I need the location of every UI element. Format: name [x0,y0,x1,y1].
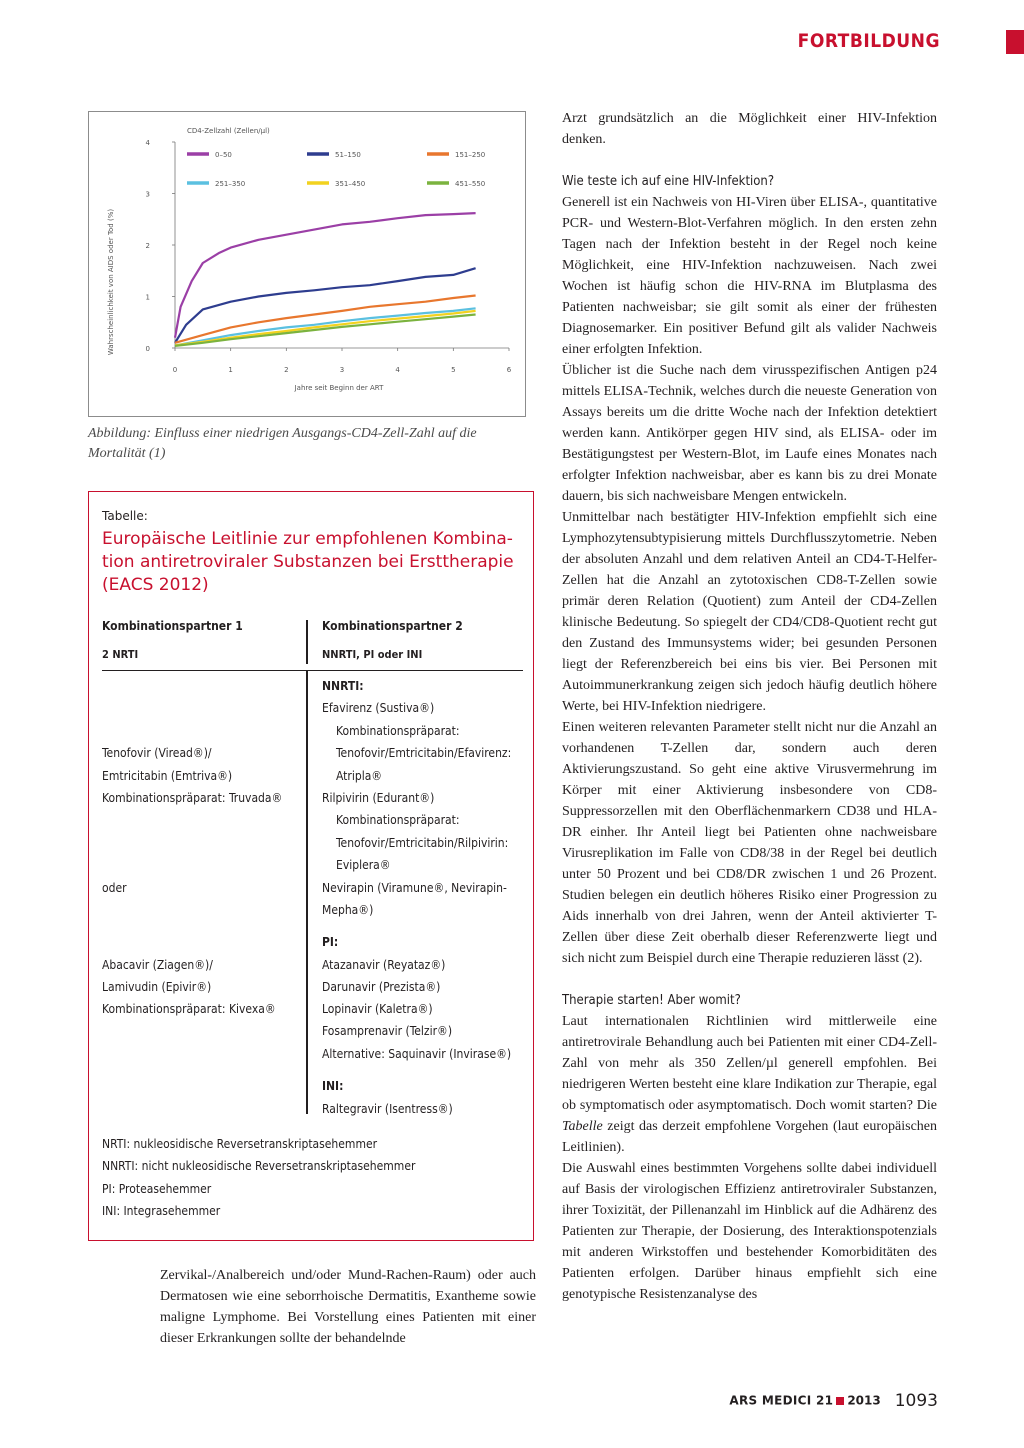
x-tick-label: 5 [451,366,456,374]
legend-label: 351–450 [335,180,366,188]
table-label: Tabelle: [102,509,148,523]
body-paragraph: Einen weiteren relevanten Parameter stellt nicht nur die Anzahl an vorhandenen T-Zellen dar, sondern auch deren Aktivierungszustand. So geht eine aktive Virusvermehrung im Körper mit einer Aktivierung insbesondere von CD8-Suppressorzellen mit den Oberflächenmarkern CD38 und HLA-DR einher. Ihr Anteil liegt bei Patienten ohne nachweisbare Virusreplikation im Falle von CD8/38 in der Regel bei deutlich unter 50 Prozent und bei CD8/DR zwischen 1 und 26 Prozent. Studien belegen ein deutlich höheres Risiko einer Progression zu Aids innerhalb von drei Jahren, wenn der Anteil aktivierter T-Zellen über diese Zeit oberhalb dieser Referenzwerte liegt und sich nicht zum Beispiel durch eine Therapie reduzieren lässt (2). [562,720,937,966]
x-tick-label: 1 [228,366,233,374]
body-paragraph: Generell ist ein Nachweis von HI-Viren über ELISA-, quantitative PCR- und Western-Blot-Verfahren möglich. In den ersten zehn Tagen nach der Infektion besteht in der Regel noch keine Möglichkeit, eine HIV-Infektion nachzuweisen. Nach zwei Wochen ist häufig schon die HIV-RNA im Blutplasma des Patienten nachweisbar; sie gilt somit als einer der frühesten Diagnosemarker. Ein positiver Befund gilt als valider Nachweis einer erfolgten Infektion. [562,195,937,357]
table-title-line: Europäische Leitlinie zur empfohlenen Kombina- [102,529,513,549]
table-title-line: tion antiretroviraler Substanzen bei Ersttherapie [102,552,514,572]
right-cell: Tenofovir/Emtricitabin/Efavirenz: [336,746,512,760]
figure-caption: Abbildung: Einfluss einer niedrigen Ausgangs-CD4-Zell-Zahl auf die Mortalität (1) [88,426,477,461]
page-footer [729,1390,938,1411]
right-cell: Atazanavir (Reyataz®) [322,958,446,972]
left-cell: Kombinationspräparat: Kivexa® [102,1002,276,1016]
right-cell: Eviplera® [336,858,391,872]
x-tick-label: 0 [172,366,178,374]
col2-heading: Kombinationspartner 2 [322,619,463,633]
right-cell: Darunavir (Prezista®) [322,980,441,994]
right-cell: Alternative: Saquinavir (Invirase®) [322,1047,512,1061]
table-note: NRTI: nukleosidische Reversetranskriptasehemmer [102,1137,378,1151]
left-cell: Lamivudin (Epivir®) [102,980,212,994]
y-tick-label: 1 [145,293,150,302]
x-axis-label: Jahre seit Beginn der ART [294,384,384,392]
section-heading: Therapie starten! Aber womit? [562,993,741,1008]
y-tick-label: 0 [145,345,150,353]
left-cell: Abacavir (Ziagen®)/ [102,958,213,972]
y-tick-label: 2 [145,242,150,250]
right-cell: Raltegravir (Isentress®) [322,1102,453,1116]
right-cell: Nevirapin (Viramune®, Nevirapin- [322,881,507,895]
table-note: PI: Proteasehemmer [102,1182,212,1196]
legend-title: CD4-Zellzahl (Zellen/µl) [187,127,270,135]
legend-label: 251–350 [215,180,246,188]
body-paragraph: Arzt grundsätzlich an die Möglichkeit einer HIV-Infektion denken. [562,111,937,147]
line-chart [89,112,525,416]
x-tick-label: 2 [284,366,289,374]
y-tick-label: 3 [145,190,150,199]
right-cell: Lopinavir (Kaletra®) [322,1002,433,1016]
x-tick-label: 3 [339,366,345,374]
right-cell: Tenofovir/Emtricitabin/Rilpivirin: [336,836,509,850]
left-cell: oder [102,881,127,895]
right-cell-heading: INI: [322,1079,344,1093]
table-note: INI: Integrasehemmer [102,1204,221,1218]
legend-label: 151–250 [455,151,486,159]
col1-heading: Kombinationspartner 1 [102,619,243,633]
x-tick-label: 6 [506,366,512,374]
body-paragraph: Die Auswahl eines bestimmten Vorgehens sollte dabei individuell auf Basis der virologischen Effizienz antiretroviraler Substanzen, ihrer Toxizität, der Pillenanzahl im Hinblick auf die Adhärenz des Patienten zur Therapie, der Dosierung, des Interaktionspotenzials mit anderen Wirkstoffen und bestehender Komorbiditäten des Patienten erfolgen. Darüber hinaus empfiehlt sich eine genotypische Resistenzanalyse des [562,1161,937,1302]
text-run: zeigt das derzeit empfohlene Vorgehen (laut europäischen Leitlinien). [562,1119,937,1155]
table-title [102,528,522,597]
right-cell: Efavirenz (Sustiva®) [322,701,435,715]
table-box [88,491,534,1241]
col1-subheading: 2 NRTI [102,648,139,661]
table-title-line: (EACS 2012) [102,575,209,595]
y-tick-label: 4 [145,139,150,147]
left-column-text [160,1265,536,1349]
left-cell: Kombinationspräparat: Truvada® [102,791,283,805]
section-marker [1006,30,1024,54]
footer-square [836,1397,844,1405]
right-column-text [562,108,937,1305]
journal-year: 2013 [847,1393,881,1408]
body-paragraph [562,1011,937,1158]
right-cell: Rilpivirin (Edurant®) [322,791,435,805]
body-paragraph: Üblicher ist die Suche nach dem virusspezifischen Antigen p24 mittels ELISA-Technik, welches durch die neueste Generation von Assays bereits um die dritte Woche nach der Infektion detektiert werden kann. Antikörper gegen HIV sind, als ELISA- oder im Bestätigungstest per Western-Blot, im Laufe eines Monates nach erfolgter Infektion nachweisbar, aber es kann bis zu drei Monate dauern, bis sich nachweisbare Mengen entwickeln. [562,363,937,504]
right-cell: Kombinationspräparat: [336,724,460,738]
right-cell-heading: PI: [322,935,339,949]
left-cell: Emtricitabin (Emtriva®) [102,769,233,783]
text-run: Laut internationalen Richtlinien wird mittlerweile eine antiretrovirale Behandlung auch bei Patienten mit einer CD4-Zell-Zahl von mehr als 350 Zellen/µl generell empfohlen. Bei niedrigeren Werten besteht eine klare Indikation zur Therapie, egal ob symptomatisch oder asymptomatisch. Doch womit starten? Die [562,1014,937,1113]
table-header-rule [102,670,523,671]
right-cell: Kombinationspräparat: [336,813,460,827]
right-cell: Atripla® [336,769,383,783]
right-cell-heading: NNRTI: [322,679,364,693]
journal-name: ARS MEDICI 21 [729,1393,834,1408]
table-reference: Tabelle [562,1119,603,1134]
column-divider [306,620,308,664]
column-divider [306,670,308,1114]
table-note: NNRTI: nicht nukleosidische Reversetranskriptasehemmer [102,1159,416,1173]
y-axis-label: Wahrscheinlichkeit von AIDS oder Tod (%) [107,208,115,356]
body-paragraph: Unmittelbar nach bestätigter HIV-Infektion empfiehlt sich eine Lymphozytensubtypisierung mittels Durchflusszytometrie. Neben der absoluten Anzahl und dem relativen Anteil an CD4-T-Helfer-Zellen hat die Anzahl an zytotoxischen CD8-T-Zellen sowie primär deren Relation (Quotient) zum Anteil der CD4-Zellen klinische Bedeutung. So spiegelt der CD4/CD8-Quotient recht gut den Zustand des Immunsystems wider; bei gesunden Personen liegt der Referenzbereich bei eins bis vier. Bei Personen mit Autoimmunerkrankung zeigen sich jedoch häufig deutlich höhere Werte, bei HIV-Infektion niedrigere. [562,510,937,714]
left-cell: Tenofovir (Viread®)/ [102,746,212,760]
section-heading: Wie teste ich auf eine HIV-Infektion? [562,174,775,189]
right-cell: Fosamprenavir (Telzir®) [322,1024,453,1038]
page-number: 1093 [894,1390,938,1411]
right-cell: Mepha®) [322,903,374,917]
figure-chart [88,111,526,417]
section-title: FORTBILDUNG [797,30,940,52]
legend-label: 451–550 [455,180,486,188]
legend-label: 0–50 [215,151,232,159]
legend-label: 51–150 [335,151,361,159]
body-paragraph: Zervikal-/Analbereich und/oder Mund-Rachen-Raum) oder auch Dermatosen wie eine seborrhoische Dermatitis, Exantheme sowie maligne Lymphome. Bei Vorstellung eines Patienten mit einer dieser Erkrankungen sollte der behandelnde [160,1268,536,1346]
x-tick-label: 4 [395,366,400,374]
series-line [175,268,476,343]
col2-subheading: NNRTI, PI oder INI [322,648,423,661]
